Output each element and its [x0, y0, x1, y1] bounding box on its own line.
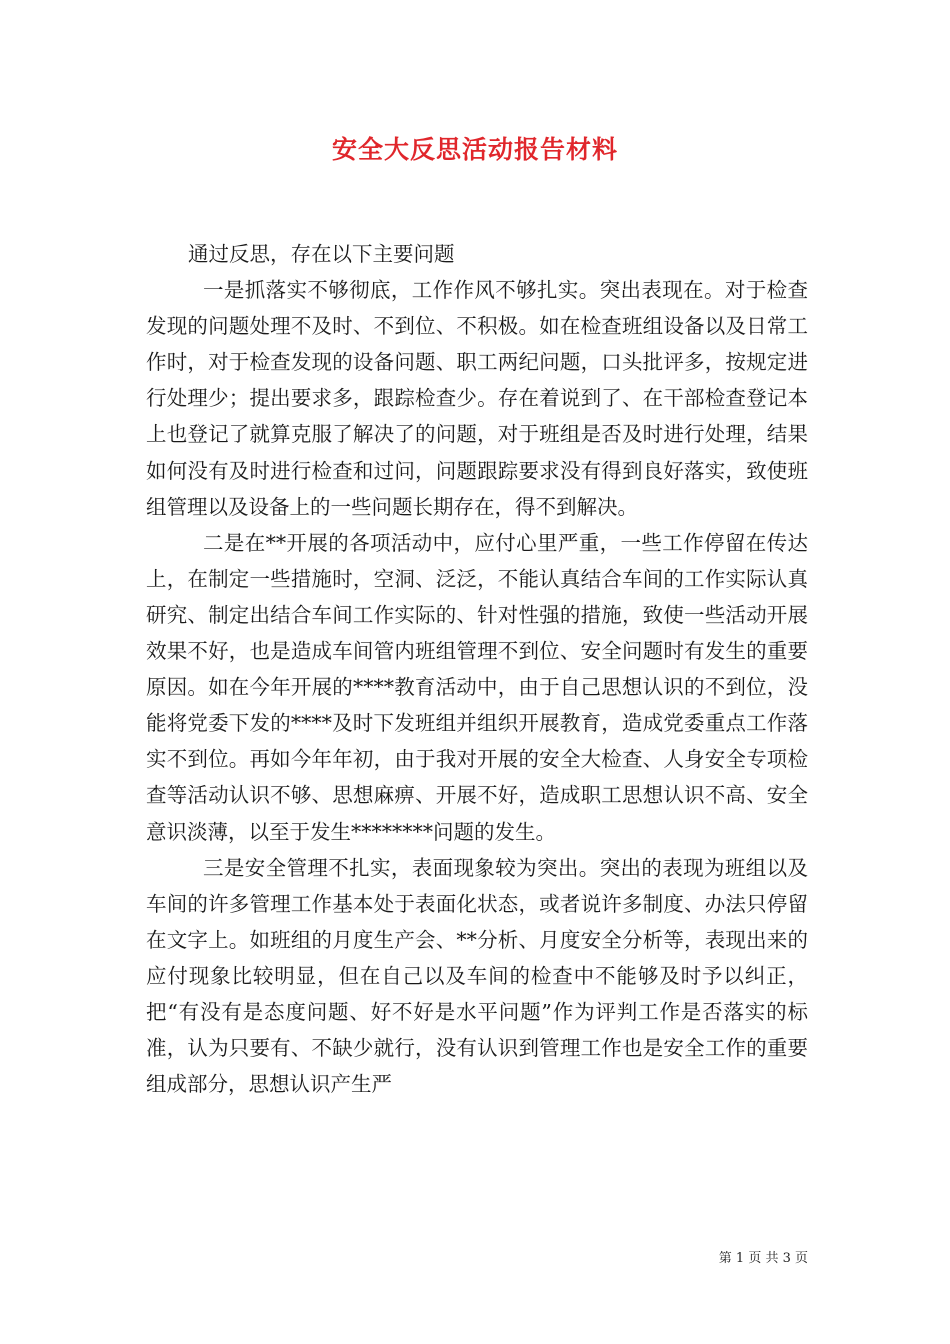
document-title: 安全大反思活动报告材料 [331, 135, 618, 164]
paragraph-1: 一是抓落实不够彻底，工作作风不够扎实。突出表现在。对于检查发现的问题处理不及时、不到位、不积极。如在检查班组设备以及日常工作时，对于检查发现的设备问题、职工两纪问题，口头批评多，按规定进行处理少；提出要求多，跟踪检查少。存在着说到了、在干部检查登记本上也登记了就算克服了解决了的问题，对于班组是否及时进行处理，结果如何没有及时进行检查和过问，问题跟踪要求没有得到良好落实，致使班组管理以及设备上的一些问题长期存在，得不到解决。 [146, 278, 808, 519]
paragraph-3: 三是安全管理不扎实，表面现象较为突出。突出的表现为班组以及车间的许多管理工作基本处于表面化状态，或者说许多制度、办法只停留在文字上。如班组的月度生产会、**分析、月度安全分析等，表现出来的应付现象比较明显，但在自己以及车间的检查中不能够及时予以纠正，把“有没有是态度问题、好不好是水平问题”作为评判工作是否落实的标准，认为只要有、不缺少就行，没有认识到管理工作也是安全工作的重要组成部分，思想认识产生严 [146, 855, 808, 1097]
paragraph-2: 二是在**开展的各项活动中，应付心里严重，一些工作停留在传达上，在制定一些措施时，空洞、泛泛，不能认真结合车间的工作实际认真研究、制定出结合车间工作实际的、针对性强的措施，致使一些活动开展效果不好，也是造成车间管内班组管理不到位、安全问题时有发生的重要原因。如在今年开展的****教育活动中，由于自己思想认识的不到位，没能将党委下发的****及时下发班组并组织开展教育，造成党委重点工作落实不到位。再如今年年初，由于我对开展的安全大检查、人身安全专项检查等活动认识不够、思想麻痹、开展不好，造成职工思想认识不高、安全意识淡薄，以至于发生********问题的发生。 [146, 530, 808, 844]
page-number-footer: 第 1 页 共 3 页 [718, 1251, 808, 1266]
document-body [146, 236, 808, 1102]
intro-line: 通过反思，存在以下主要问题 [188, 242, 455, 266]
